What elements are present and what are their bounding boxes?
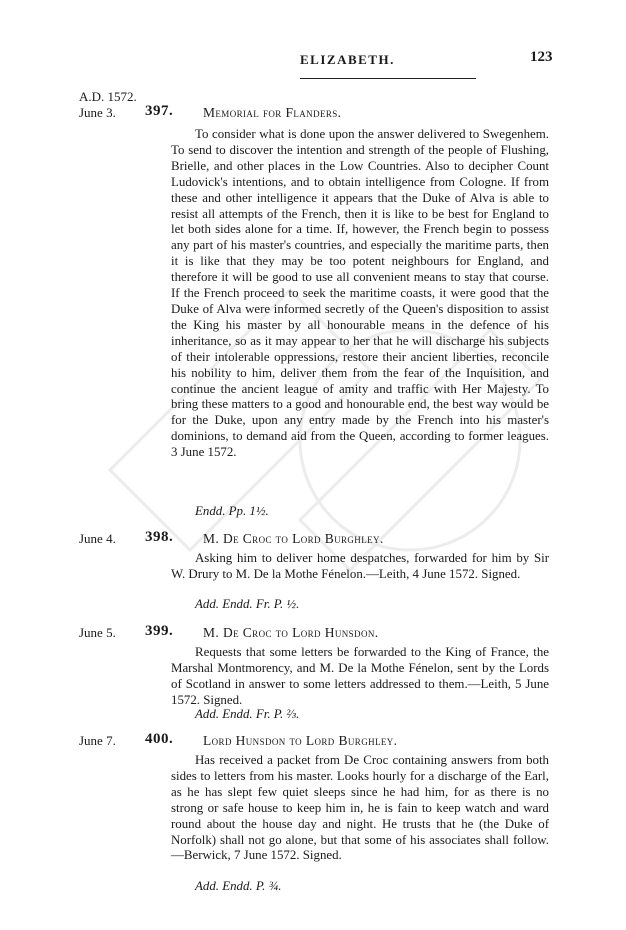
entry-endorsement: Add. Endd. Fr. P. ⅔. [195,707,300,721]
entry-body: Requests that some letters be forwarded to the King of France, the Marshal Montmorency, and M. De la Mothe Fénelon, sent by the Lords of Scotland in answer to some letters addressed to them.—Leith, 5 June 1572. Signed. [171,645,549,707]
entry-body: To consider what is done upon the answer delivered to Swegenhem. To send to discover the intention and strength of the people of Flushing, Brielle, and other places in the Low Countries. Also to decipher Count Ludovick's intentions, and to obtain intelligence from Cologne. If from these and other intelligence it appears that the Duke of Alva is able to resist all attempts of the French, then it is like to be best for England to let both sides alone for a time. If, however, the French begin to possess any part of his master's countries, and especially the maritime parts, then it is like that they may be too potent neighbours for England, and therefore it will be good to use all convenient means to stay that course. If the French proceed to seek the maritime coasts, it were good that the Duke of Alva were informed secretly of the Queen's disposition to assist the King his master by all honourable means in the defence of his inheritance, so as it may appear to her that he will discharge his subjects of their intolerable oppressions, restore their ancient liberties, reconcile his nobility to him, deliver them from the fear of the Inquisition, and continue the ancient league of amity and traffic with Her Majesty. To bring these matters to a good and honourable end, the best way would be for the Duke, upon any entry made by the French into his master's dominions, to demand aid from the Queen, according to former leagues. 3 June 1572. [171,127,549,460]
entry-title: M. De Croc to Lord Burghley. [203,531,384,546]
entry-number: 397. [145,103,174,119]
entry-endorsement: Add. Endd. P. ¾. [195,879,282,893]
entry-number: 400. [145,731,174,747]
entry-date: June 4. [79,531,116,546]
year-label: A.D. 1572. [79,89,137,104]
entry-date: June 5. [79,625,116,640]
entry-number: 399. [145,623,174,639]
entry-title: Memorial for Flanders. [203,105,342,120]
page-number: 123 [530,49,553,65]
entry-body: Has received a packet from De Croc containing answers from both sides to letters from his master. Looks hourly for a discharge of the Earl, as he has slept few quiet sleeps since he had him, for as there is no strong or safe house to keep him in, he is fain to keep watch and ward round about the house day and night. He trusts that he (the Duke of Norfolk) shall not go alone, but that some of his associates shall follow.—Berwick, 7 June 1572. Signed. [171,753,549,863]
entry-date: June 3. [79,105,116,120]
entry-endorsement: Add. Endd. Fr. P. ½. [195,597,300,611]
entry-number: 398. [145,529,174,545]
header-rule [300,78,476,79]
running-header-title: ELIZABETH. [300,52,395,67]
entry-endorsement: Endd. Pp. 1½. [195,504,269,518]
entry-body: Asking him to deliver home despatches, forwarded for him by Sir W. Drury to M. De la Mothe Fénelon.—Leith, 4 June 1572. Signed. [171,551,549,581]
entry-title: M. De Croc to Lord Hunsdon. [203,625,379,640]
entry-title: Lord Hunsdon to Lord Burghley. [203,733,398,748]
entry-date: June 7. [79,733,116,748]
